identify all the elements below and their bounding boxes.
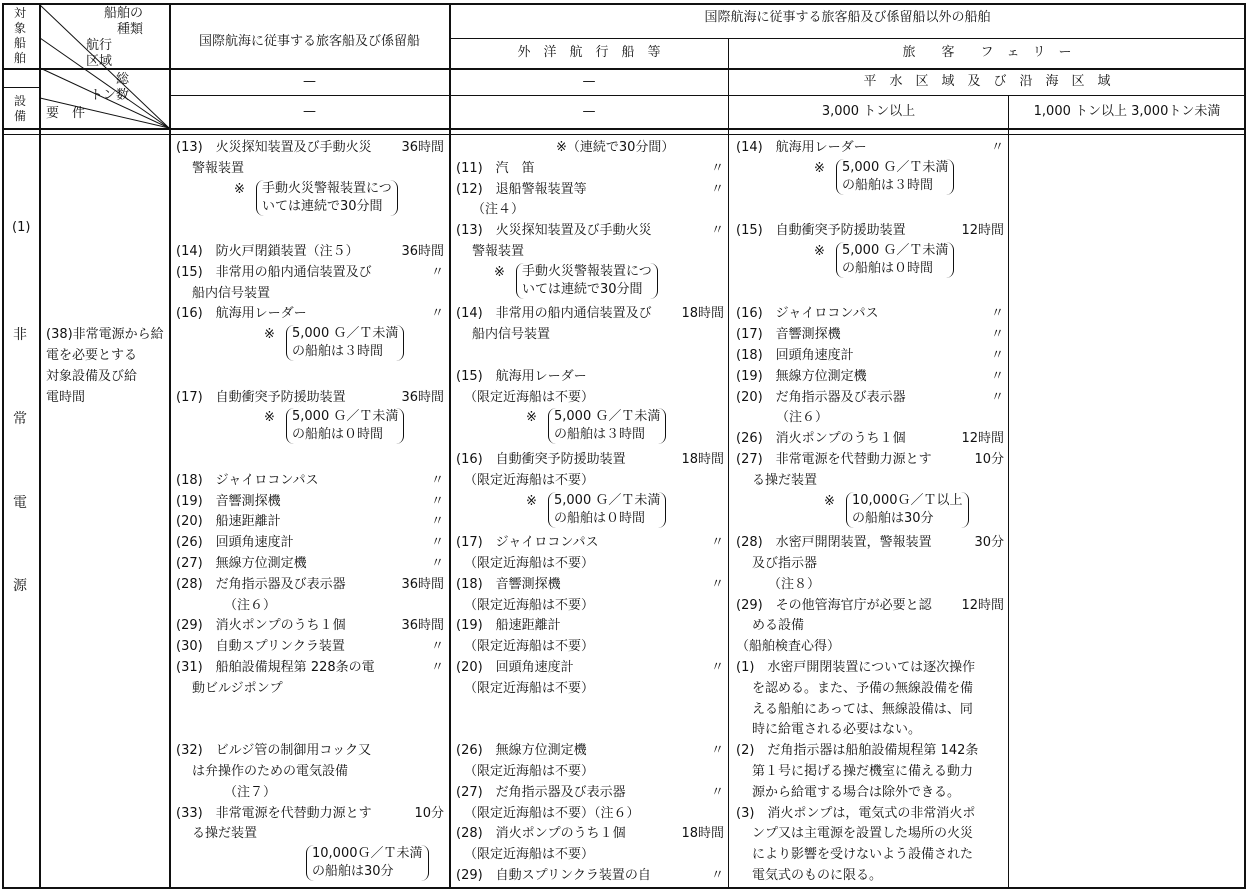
entry-text: 警報装置	[192, 160, 245, 176]
parenthetical-note: 10,000Ｇ／Ｔ未満 の船舶は30分	[306, 845, 429, 881]
entry-text: (27) 非常電源を代替動力源とす	[736, 452, 932, 467]
entry-duration: 〃	[710, 223, 724, 239]
entry-text: (19) 無線方位測定機	[736, 368, 867, 384]
entry-text: める設備	[752, 618, 805, 634]
requirement-label: 要 件	[46, 106, 86, 121]
entry-duration: 〃	[430, 493, 444, 509]
entry-text: （注７）	[224, 784, 277, 800]
entry-text: （限定近海船は不要）	[464, 556, 595, 571]
entry-text: (31) 船舶設備規程第 228条の電	[176, 660, 375, 675]
ferry-route: 平 水 区 域 及 び 沿 海 区 域	[863, 74, 1111, 89]
list-item	[736, 804, 1004, 825]
entry-text: 動ビルジポンプ	[192, 680, 283, 696]
list-item	[176, 512, 444, 533]
international-route-dash: —	[303, 74, 316, 89]
international-column-body	[176, 138, 444, 887]
entry-text: 源から給電する場合は除外できる。	[752, 784, 961, 800]
entry-text: (13) 火災探知装置及び手動火災	[456, 223, 652, 239]
note-mark: ※	[814, 244, 825, 259]
list-item	[736, 596, 1004, 617]
entry-duration: 30分	[974, 535, 1004, 551]
list-item	[176, 824, 444, 845]
list-item	[176, 762, 444, 783]
corner-target-label: 対 象 船 舶	[13, 6, 26, 65]
entry-text: (3) 消火ポンプは，電気式の非常消火ポ	[736, 805, 976, 821]
entry-duration: 12時間	[961, 431, 1004, 447]
list-item	[456, 658, 724, 679]
list-item	[736, 159, 1004, 193]
list-item	[736, 450, 1004, 471]
note-mark: ※	[264, 410, 275, 426]
parenthetical-note: 5,000 Ｇ／Ｔ未満 の船舶は０時間	[286, 408, 404, 444]
list-item	[176, 388, 444, 409]
list-item	[736, 367, 1004, 388]
entry-text: （限定近海船は不要）	[464, 680, 595, 696]
list-item	[176, 783, 444, 804]
entry-text: (26) 回頭角速度計	[176, 535, 294, 551]
list-item	[176, 554, 444, 575]
note-mark: ※	[824, 493, 835, 509]
entry-text: (11) 汽 笛	[456, 160, 535, 176]
list-item	[176, 408, 444, 443]
list-item	[176, 242, 444, 263]
entry-duration: 36時間	[401, 389, 444, 405]
list-item	[736, 492, 1004, 526]
list-item	[736, 824, 1004, 845]
list-item	[176, 533, 444, 554]
list-item	[176, 658, 444, 679]
entry-text: (16) 自動衝突予防援助装置	[456, 452, 626, 467]
entry-text: える船舶にあっては、無線設備は、同	[752, 701, 973, 717]
note-mark: ※	[234, 181, 245, 197]
note-mark: ※	[264, 327, 275, 343]
entry-text: （限定近海船は不要）	[464, 764, 595, 779]
col-ocean-header: 外 洋 航 行 船 等	[517, 45, 661, 60]
entry-text: (15) 航海用レーダー	[456, 368, 587, 384]
entry-text: （限定近海船は不要）（注６）	[464, 805, 640, 821]
parenthetical-note: 5,000 Ｇ／Ｔ未満 の船舶は３時間	[548, 408, 666, 444]
entry-text: (17) ジャイロコンパス	[456, 535, 599, 551]
ship-type-label: 船舶の 種類	[104, 6, 144, 37]
entry-text: 電気式のものに限る。	[752, 868, 883, 883]
tonnage-label: 総 トン数	[90, 72, 130, 103]
list-item	[456, 221, 724, 242]
parenthetical-note: 5,000 Ｇ／Ｔ未満 の船舶は０時間	[548, 492, 666, 528]
entry-text: (16) ジャイロコンパス	[736, 306, 879, 322]
entry-duration: 〃	[990, 327, 1004, 343]
entry-text: (29) 消火ポンプのうち１個	[176, 618, 346, 634]
entry-text: (20) 回頭角速度計	[456, 660, 574, 675]
entry-text: 警報装置	[472, 244, 525, 259]
list-item	[456, 492, 724, 526]
entry-text: (32) ビルジ管の制御用コック又	[176, 743, 372, 759]
ferry-tonnage-a: 3,000 トン以上	[821, 104, 916, 119]
list-item	[736, 700, 1004, 721]
list-item	[176, 263, 444, 284]
list-item	[176, 845, 444, 880]
entry-text: (28) だ角指示器及び表示器	[176, 576, 346, 592]
category-char: 非	[13, 327, 27, 343]
item-label: (38)非常電源から給 電を必要とする 対象設備及び給 電時間	[46, 327, 164, 405]
entry-text: （注６）	[776, 410, 829, 426]
entry-text: 時に給電される必要はない。	[752, 722, 922, 738]
parenthetical-note: 5,000 Ｇ／Ｔ未満 の船舶は３時間	[286, 325, 404, 361]
list-item	[736, 304, 1004, 325]
list-item	[456, 325, 724, 346]
entry-duration: 〃	[710, 743, 724, 759]
entry-text: （限定近海船は不要）	[464, 597, 595, 613]
list-item	[736, 658, 1004, 679]
entry-text: (15) 非常用の船内通信装置及び	[176, 264, 372, 280]
entry-text: 第１号に掲げる操だ機室に備える動力	[752, 764, 974, 779]
entry-duration: 18時間	[681, 826, 724, 842]
entry-duration: 〃	[430, 639, 444, 655]
entry-duration: 36時間	[401, 576, 444, 592]
note-mark: ※	[494, 264, 505, 280]
list-item	[736, 138, 1004, 159]
entry-duration: 〃	[430, 535, 444, 551]
entry-duration: 〃	[990, 140, 1004, 155]
list-item	[456, 450, 724, 471]
category-number: (1)	[12, 220, 31, 235]
entry-duration: 36時間	[401, 140, 444, 155]
entry-text: (16) 航海用レーダー	[176, 306, 307, 322]
list-item	[456, 554, 724, 575]
list-item	[456, 679, 724, 700]
entry-text: (19) 音響測探機	[176, 493, 281, 509]
entry-duration: 10分	[974, 452, 1004, 467]
entry-text: (27) だ角指示器及び表示器	[456, 784, 626, 800]
entry-text: (13) 火災探知装置及び手動火災	[176, 140, 372, 155]
list-item	[456, 741, 724, 762]
ocean-route-dash: —	[582, 74, 596, 89]
list-item	[456, 637, 724, 658]
entry-duration: 〃	[710, 181, 724, 197]
list-item	[176, 741, 444, 762]
list-item	[736, 242, 1004, 276]
list-item	[736, 408, 1004, 429]
entry-duration: 〃	[430, 660, 444, 675]
entry-duration: 36時間	[401, 244, 444, 259]
parenthetical-note: 手動火災警報装置につ いては連続で30分間	[516, 263, 658, 299]
entry-text: (29) 自動スプリンクラ装置の自	[456, 868, 651, 883]
col-ferry-header: 旅 客 フ ェ リ ー	[902, 45, 1072, 60]
list-item	[456, 242, 724, 263]
entry-duration: 12時間	[961, 597, 1004, 613]
list-item	[736, 221, 1004, 242]
entry-text: を認める。また、予備の無線設備を備	[752, 680, 974, 696]
list-item	[456, 866, 724, 887]
list-item	[456, 263, 724, 297]
entry-text: (26) 無線方位測定機	[456, 743, 587, 759]
list-item	[176, 471, 444, 492]
list-item	[736, 866, 1004, 887]
list-item	[456, 616, 724, 637]
category-char: 電	[13, 495, 27, 511]
entry-text: （注４）	[472, 202, 525, 218]
list-item	[736, 637, 1004, 658]
category-char: 常	[13, 411, 27, 427]
entry-text: 船内信号装置	[472, 327, 551, 343]
list-item	[456, 180, 724, 201]
entry-text: ※（連続で30分間）	[556, 140, 675, 155]
entry-text: (28) 消火ポンプのうち１個	[456, 826, 626, 842]
route-label: 航行 区域	[86, 38, 113, 69]
list-item	[736, 741, 1004, 762]
list-item	[176, 284, 444, 305]
entry-text: (28) 水密戸開閉装置，警報装置	[736, 535, 932, 551]
entry-duration: 〃	[990, 368, 1004, 384]
entry-duration: 〃	[430, 556, 444, 571]
entry-duration: 〃	[430, 514, 444, 530]
entry-text: （限定近海船は不要）	[464, 389, 595, 405]
list-item	[456, 408, 724, 443]
list-item	[176, 596, 444, 617]
list-item	[176, 679, 444, 700]
entry-duration: 36時間	[401, 618, 444, 634]
list-item	[736, 429, 1004, 450]
entry-duration: 10分	[414, 805, 444, 821]
col-other-group-header: 国際航海に従事する旅客船及び係留船以外の船舶	[704, 10, 991, 25]
parenthetical-note: 5,000 Ｇ／Ｔ未満 の船舶は３時間	[836, 159, 954, 195]
list-item	[176, 637, 444, 658]
entry-text: (14) 航海用レーダー	[736, 140, 867, 155]
entry-text: (12) 退船警報装置等	[456, 181, 587, 197]
entry-duration: 〃	[990, 389, 1004, 405]
entry-text: (14) 非常用の船内通信装置及び	[456, 306, 652, 322]
parenthetical-note: 5,000 Ｇ／Ｔ未満 の船舶は０時間	[836, 242, 954, 278]
entry-text: （注６）	[224, 597, 277, 613]
list-item	[736, 845, 1004, 866]
entry-text: （注８）	[768, 576, 821, 592]
entry-text: （船舶検査心得）	[736, 639, 841, 655]
list-item	[456, 762, 724, 783]
entry-text: (15) 自動衝突予防援助装置	[736, 223, 906, 239]
entry-text: （限定近海船は不要）	[464, 847, 595, 863]
list-item	[456, 845, 724, 866]
entry-duration: 〃	[710, 160, 724, 176]
entry-text: (19) 船速距離計	[456, 618, 561, 634]
list-item	[456, 596, 724, 617]
entry-duration: 18時間	[681, 306, 724, 322]
entry-duration: 〃	[990, 348, 1004, 363]
list-item	[736, 471, 1004, 492]
entry-text: (14) 防火戸閉鎖装置（注５）	[176, 244, 359, 259]
entry-duration: 〃	[710, 784, 724, 800]
entry-duration: 〃	[990, 306, 1004, 322]
entry-text: (29) その他管海官庁が必要と認	[736, 597, 932, 613]
entry-duration: 〃	[430, 306, 444, 322]
list-item	[176, 304, 444, 325]
note-mark: ※	[814, 160, 825, 176]
list-item	[736, 762, 1004, 783]
entry-text: (18) 音響測探機	[456, 576, 561, 592]
entry-duration: 18時間	[681, 452, 724, 467]
list-item	[176, 180, 444, 214]
list-item	[736, 388, 1004, 409]
list-item	[456, 388, 724, 409]
list-item	[736, 346, 1004, 367]
list-item	[176, 575, 444, 596]
entry-text: (17) 音響測探機	[736, 327, 841, 343]
list-item	[456, 804, 724, 825]
list-item	[456, 138, 724, 159]
corner-equipment-label: 設 備	[13, 94, 26, 123]
list-item	[456, 471, 724, 492]
note-mark: ※	[526, 410, 537, 426]
entry-text: (17) 自動衝突予防援助装置	[176, 389, 346, 405]
list-item	[176, 325, 444, 360]
list-item	[176, 138, 444, 159]
list-item	[736, 533, 1004, 554]
entry-text: は弁操作のための電気設備	[192, 764, 349, 779]
entry-text: （限定近海船は不要）	[464, 639, 595, 655]
list-item	[736, 616, 1004, 637]
entry-text: (20) 船速距離計	[176, 514, 281, 530]
list-item	[456, 783, 724, 804]
list-item	[456, 159, 724, 180]
parenthetical-note: 10,000Ｇ／Ｔ以上 の船舶は30分	[846, 492, 969, 528]
entry-text: (2) だ角指示器は船舶設備規程第 142条	[736, 743, 979, 759]
list-item	[456, 304, 724, 325]
parenthetical-note: 手動火災警報装置につ いては連続で30分間	[256, 180, 398, 216]
list-item	[456, 575, 724, 596]
entry-text: (18) ジャイロコンパス	[176, 472, 319, 488]
list-item	[456, 200, 724, 221]
entry-text: ンプ又は主電源を設置した場所の火災	[752, 826, 974, 842]
ferry-column-body	[736, 138, 1004, 887]
entry-text: (1) 水密戸開閉装置については逐次操作	[736, 660, 976, 675]
list-item	[176, 804, 444, 825]
ocean-tonnage-dash: —	[582, 104, 596, 119]
list-item	[736, 783, 1004, 804]
list-item	[736, 554, 1004, 575]
entry-text: (30) 自動スプリンクラ装置	[176, 639, 345, 655]
entry-text: る操だ装置	[752, 472, 818, 488]
list-item	[176, 492, 444, 513]
entry-duration: 〃	[710, 660, 724, 675]
ocean-column-body	[456, 138, 724, 887]
entry-text: 船内信号装置	[192, 285, 271, 301]
list-item	[176, 159, 444, 180]
entry-duration: 12時間	[961, 223, 1004, 239]
list-item	[736, 575, 1004, 596]
list-item	[456, 533, 724, 554]
list-item	[456, 824, 724, 845]
entry-text: (26) 消火ポンプのうち１個	[736, 431, 906, 447]
entry-text: （限定近海船は不要）	[464, 472, 595, 488]
entry-duration: 〃	[710, 868, 724, 883]
entry-duration: 〃	[430, 264, 444, 280]
ferry-tonnage-b: 1,000 トン以上 3,000トン未満	[1033, 104, 1221, 119]
international-tonnage-dash: —	[303, 104, 316, 119]
entry-text: により影響を受けないよう設備された	[752, 847, 974, 863]
note-mark: ※	[526, 493, 537, 509]
entry-text: 及び指示器	[752, 556, 818, 571]
entry-duration: 〃	[710, 576, 724, 592]
entry-duration: 〃	[430, 472, 444, 488]
col-international-header: 国際航海に従事する旅客船及び係留船	[198, 34, 420, 49]
entry-text: (18) 回頭角速度計	[736, 348, 854, 363]
list-item	[456, 367, 724, 388]
list-item	[736, 679, 1004, 700]
list-item	[736, 325, 1004, 346]
entry-text: (33) 非常電源を代替動力源とす	[176, 805, 372, 821]
entry-duration: 〃	[710, 535, 724, 551]
list-item	[736, 720, 1004, 741]
entry-text: る操だ装置	[192, 826, 258, 842]
category-char: 源	[13, 578, 27, 594]
list-item	[176, 616, 444, 637]
entry-text: (20) だ角指示器及び表示器	[736, 389, 906, 405]
entry-text: (27) 無線方位測定機	[176, 556, 307, 571]
